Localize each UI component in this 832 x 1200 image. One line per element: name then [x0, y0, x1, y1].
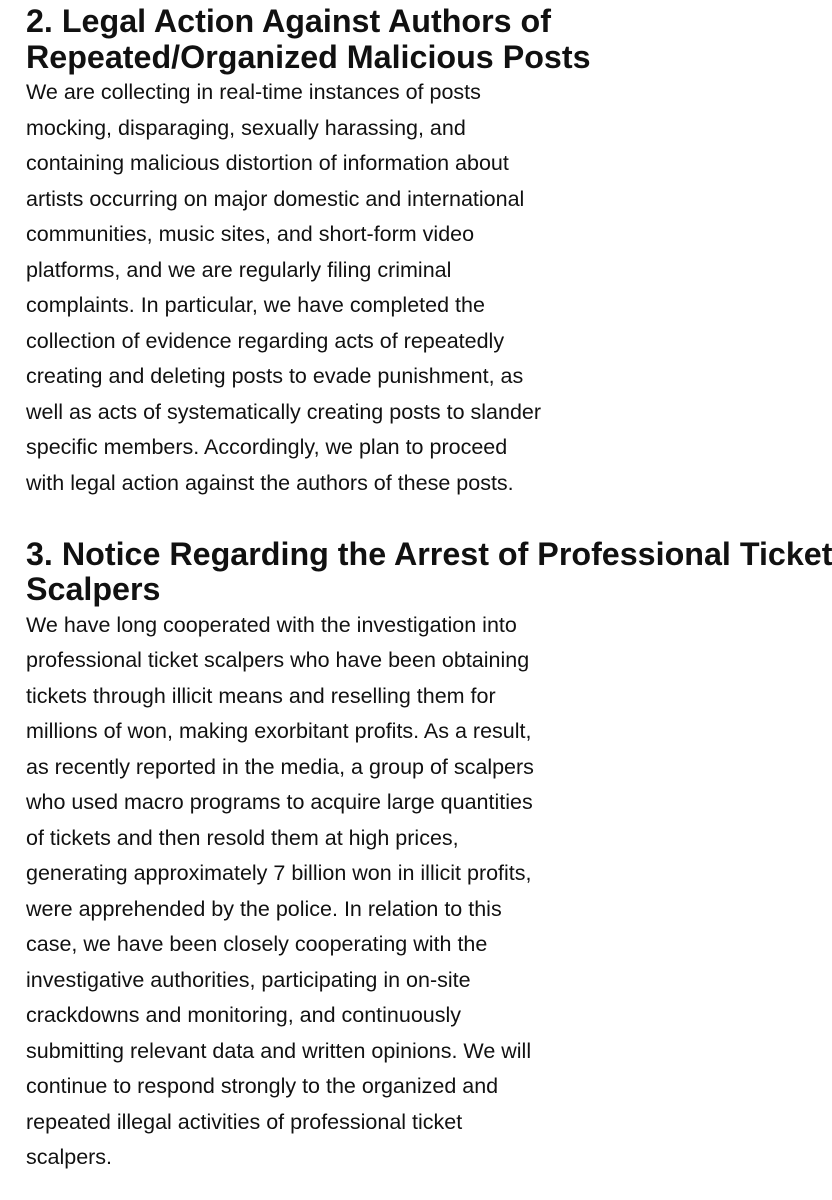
body-line: complaints. In particular, we have completed the	[26, 293, 485, 317]
section-body	[26, 608, 624, 1176]
title-line: Scalpers	[26, 571, 161, 607]
body-line: crackdowns and monitoring, and continuously	[26, 1003, 462, 1027]
section-title	[26, 535, 832, 608]
body-line: professional ticket scalpers who have been obtaining	[26, 648, 530, 672]
body-line: repeated illegal activities of professional ticket	[26, 1109, 463, 1134]
body-line: creating and deleting posts to evade punishment, as	[26, 364, 524, 388]
body-line: submitting relevant data and written opinions. We will	[26, 1038, 532, 1063]
body-line: of tickets and then resold them at high prices,	[26, 825, 459, 850]
body-line: containing malicious distortion of information about	[26, 151, 509, 175]
title-line: 2. Legal Action Against Authors of	[26, 3, 551, 39]
body-line: generating approximately 7 billion won in illicit profits,	[26, 861, 532, 885]
body-line: We have long cooperated with the investigation into	[26, 612, 517, 637]
title-line: 3. Notice Regarding the Arrest of Professional Ticket	[26, 535, 832, 572]
body-line: platforms, and we are regularly filing criminal	[26, 257, 452, 282]
body-line: communities, music sites, and short-form video	[26, 222, 475, 246]
body-line: millions of won, making exorbitant profits. As a result,	[26, 719, 532, 743]
section-title	[26, 4, 624, 75]
body-line: We are collecting in real-time instances of posts	[26, 80, 481, 104]
body-line: who used macro programs to acquire large quantities	[26, 790, 533, 814]
body-line: collection of evidence regarding acts of repeatedly	[26, 328, 505, 353]
body-line: with legal action against the authors of these posts.	[26, 470, 514, 495]
paragraph-spacer	[26, 501, 624, 537]
body-line: tickets through illicit means and reselling them for	[26, 683, 496, 708]
body-line: scalpers.	[26, 1145, 113, 1169]
title-line: Repeated/Organized Malicious Posts	[26, 38, 591, 75]
body-line: continue to respond strongly to the organized and	[26, 1074, 499, 1098]
body-line: case, we have been closely cooperating with the	[26, 932, 488, 956]
body-line: artists occurring on major domestic and international	[26, 186, 525, 211]
body-line: as recently reported in the media, a group of scalpers	[26, 754, 534, 779]
section-ticket-scalpers	[26, 535, 832, 1176]
body-line: well as acts of systematically creating posts to slander	[26, 399, 542, 424]
section-legal-action	[26, 4, 624, 501]
body-line: were apprehended by the police. In relation to this	[26, 896, 502, 921]
body-line: mocking, disparaging, sexually harassing, and	[26, 115, 466, 140]
body-line: specific members. Accordingly, we plan to proceed	[26, 435, 508, 459]
body-line: investigative authorities, participating in on-site	[26, 967, 471, 992]
section-body	[26, 75, 624, 501]
